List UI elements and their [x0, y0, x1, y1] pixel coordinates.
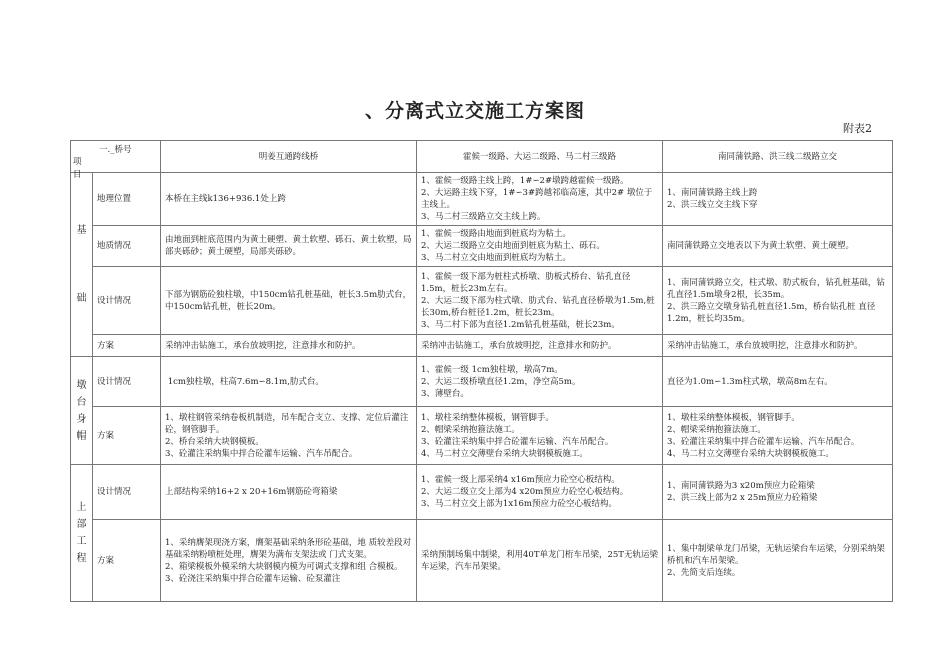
table-cell: 1、墩柱钢管采纳卷板机制造，吊车配合支立、支撑、定位后灌注砼，钢管脚手。 2、桥台采纳大块钢模板。 3、砼灌注采纳集中拌合砼灌车运输、汽车吊配合。	[161, 407, 417, 465]
table-row	[71, 335, 893, 357]
corner-cell	[71, 141, 161, 180]
header-row	[71, 141, 893, 173]
table-cell: 直径为1.0m∽1.3m柱式墩，墩高8m左右。	[663, 357, 893, 407]
table-cell: 1、集中制梁单龙门吊梁，无轨运梁台车运梁，分别采纳架桥机和汽车吊架梁。 2、先简支后连续。	[663, 520, 893, 602]
table-cell: 1cm独柱墩，柱高7.6m∽8.1m,肋式台。	[161, 357, 417, 407]
appendix-label: 附表2	[843, 122, 872, 135]
table-cell: 1、采纳膺架现浇方案，膺架基础采纳条形砼基础，地 质较差段对基础采纳粉喷桩处理，膺架为满布支架法或 门式支架。 2、箱梁模板外模采纳大块钢模内模为可调式支撑和组 合模板。 3、砼浇注采纳集中拌合砼灌车运输、砼泵灌注	[161, 520, 417, 602]
row-label: 设计情况	[93, 357, 161, 407]
table-cell: 由地面到桩底范围内为黄土硬塑、黄土软塑、砾石、黄土软塑，局部夹砾砂；黄土硬塑，局部夹砾砂。	[161, 226, 417, 267]
row-label: 设计情况	[93, 267, 161, 335]
construction-plan-table	[70, 140, 893, 602]
header-col-mingjiang: 明姜互通跨线桥	[161, 141, 417, 173]
section-label-foundation: 基 础	[71, 173, 93, 357]
table-row	[71, 357, 893, 407]
table-row	[71, 520, 893, 602]
section-label-superstructure: 上 部 工 程	[71, 465, 93, 602]
table-row	[71, 267, 893, 335]
table-cell: 1、墩柱采纳整体模板，钢管脚手。 2、帽梁采纳抱箍法施工。 3、砼灌注采纳集中拌合砼灌车运输、汽车吊配合。 4、马二村立交薄壁台采纳大块钢模板施工。	[663, 407, 893, 465]
header-col-nantongpu: 南同蒲铁路、洪三线二级路立交	[663, 141, 893, 173]
corner-bridge-label: 一._桥号	[99, 145, 132, 155]
corner-item-label: 项	[73, 157, 82, 167]
table-row	[71, 173, 893, 226]
row-label: 地质情况	[93, 226, 161, 267]
table-cell: 上部结构采纳16+2 x 20+16m钢筋砼弯箱梁	[161, 465, 417, 520]
table-cell: 南同蒲铁路立交地表以下为黄土软塑、黄土硬塑。	[663, 226, 893, 267]
section-label-pier: 墩 台 身 帽	[71, 357, 93, 465]
row-label: 方案	[93, 520, 161, 602]
table-cell: 采纳冲击钻施工，承台放坡明挖，注意排水和防护。	[663, 335, 893, 357]
table-row	[71, 465, 893, 520]
table-cell: 1、霍候一级 1cm独柱墩，墩高7m。 2、大运二级桥墩直径1.2m，净空高5m。 3、薄壁台。	[417, 357, 663, 407]
table-cell: 采纳冲击钻施工，承台放坡明挖，注意排水和防护。	[417, 335, 663, 357]
table-cell: 1、霍候一级路主线上跨，1#∽2#墩跨越霍候一级路。 2、大运路主线下穿，1#∽3#跨越祁临高速，其中2# 墩位于主线上。 3、马二村三级路立交主线上跨。	[417, 173, 663, 226]
corner-item-label-2: 目	[73, 170, 82, 180]
table-cell: 采纳预制场集中制梁，利用40T单龙门桁车吊梁，25T无轨运梁车运梁，汽车吊架梁。	[417, 520, 663, 602]
page-title: 、分离式立交施工方案图	[364, 100, 585, 122]
table-cell: 1、霍候一级路由地面到桩底均为粘土。 2、大运二级路立交由地面到桩底为粘土、砾石。 3、马二村立交由地面到桩底均为粘土。	[417, 226, 663, 267]
table-cell: 1、霍候一级上部采纳4 x16m预应力砼空心板结构。 2、大运二级立交上部为4 x20m预应力砼空心板结构。 3、马二村立交上部为1x16m预应力砼空心板结构。	[417, 465, 663, 520]
header-col-huohou: 霍候一级路、大运二级路、马二村三级路	[417, 141, 663, 173]
table-cell: 下部为钢筋砼独柱墩，中150cm钻孔桩基础，桩长3.5m肋式台，中150cm钻孔桩，桩长20m。	[161, 267, 417, 335]
table-cell: 采纳冲击钻施工，承台放坡明挖，注意排水和防护。	[161, 335, 417, 357]
row-label: 地理位置	[93, 173, 161, 226]
table-cell: 本桥在主线k136+936.1处上跨	[161, 173, 417, 226]
row-label: 方案	[93, 407, 161, 465]
table-cell: 1、南同蒲铁路主线上跨 2、洪三线立交主线下穿	[663, 173, 893, 226]
table-cell: 1、南同蒲铁路立交，柱式墩、肋式板台，钻孔桩基础，钻孔直径1.5m墩身2根，长35m。 2、洪三路立交墩身钻孔桩直径1.5m，桥台钻孔桩 直径1.2m，桩长均35m。	[663, 267, 893, 335]
row-label: 方案	[93, 335, 161, 357]
table-row	[71, 226, 893, 267]
table-cell: 1、墩柱采纳整体模板，钢管脚手。 2、帽梁采纳抱箍法施工。 3、砼灌注采纳集中拌合砼灌车运输、汽车吊配合。 4、马二村立交薄壁台采纳大块钢模板施工。	[417, 407, 663, 465]
row-label: 设计情况	[93, 465, 161, 520]
table-row	[71, 407, 893, 465]
table-cell: 1、南同蒲铁路为3 x20m预应力砼箱梁 2、洪三线上部为2 x 25m预应力砼箱梁	[663, 465, 893, 520]
table-cell: 1、霍候一级下部为桩柱式桥墩、肋板式桥台、钻孔直径1.5m，桩长23m左右。 2、大运二级下部为柱式墩、肋式台、钻孔直径桥墩为1.5m,桩长30m,桥台桩径1.2m，桩长23m。 3、马二村下部为直径1.2m钻孔桩基础，桩长23m。	[417, 267, 663, 335]
